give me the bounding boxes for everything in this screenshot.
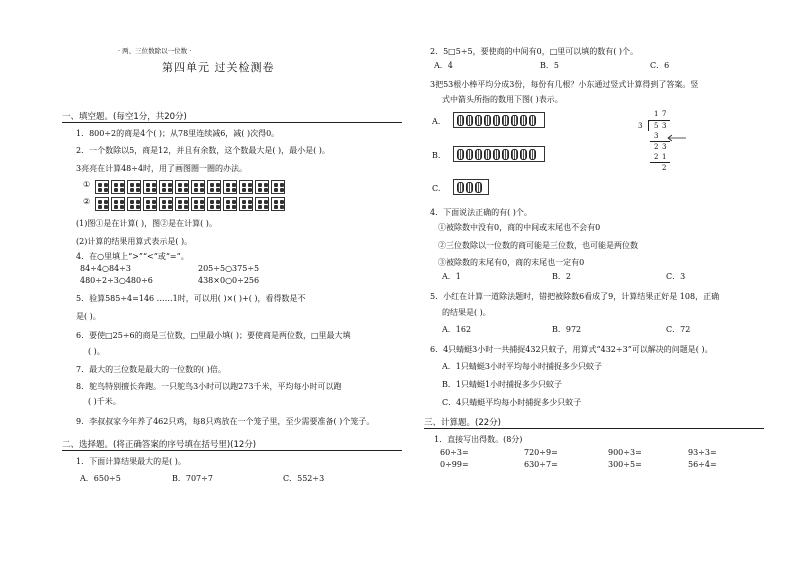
dot-grid-cell	[271, 180, 285, 194]
quotient-digit: 1	[654, 110, 659, 118]
stick-bundle-icon	[466, 149, 473, 160]
s2-q3-line2: 式中箭头所指的数用下图( )表示。	[442, 95, 563, 104]
right-column	[420, 0, 794, 562]
stick-bundle-icon	[493, 149, 500, 160]
s2-q2-option-c: C．6	[650, 61, 670, 70]
q4-item: 84÷4○84÷3	[80, 264, 131, 273]
calc-item: 300÷5=	[608, 460, 642, 469]
stick-bundle-icon	[493, 115, 500, 126]
division-bracket	[648, 120, 649, 131]
fig1-mark: ①	[83, 180, 91, 189]
calc-item: 93÷3=	[688, 448, 717, 457]
section3-rule	[424, 428, 764, 429]
s2-q1-option-c: C．552÷3	[283, 474, 325, 483]
s2-q3-line1: 3把53根小棒平均分成3份，每份有几根？小东通过竖式计算得到了答案。竖	[430, 80, 699, 89]
stick-bundle-icon	[520, 115, 527, 126]
s2-q3-option-c: C.	[432, 184, 441, 193]
s2-q6-option-a: A．1只蜻蜓3小时平均每小时捕捉多少只蚊子	[442, 362, 602, 371]
calc-item: 56÷4=	[688, 460, 717, 469]
s2-q6: 6．4只蜻蜓3小时一共捕捉432只蚊子，用算式“432÷3”可以解决的问题是( )。	[430, 345, 713, 354]
s2-q2-option-b: B．5	[540, 61, 559, 70]
section1-rule	[62, 122, 402, 123]
dot-grid-cell	[207, 197, 221, 211]
calc-item: 60÷3=	[440, 448, 469, 457]
stick-bundle-icon	[484, 149, 491, 160]
s1-q8-line1: 8．鸵鸟特别擅长奔跑。一只鸵鸟3小时可以跑273千米，平均每小时可以跑	[76, 382, 342, 391]
s2-q2-option-a: A．4	[434, 61, 453, 70]
s2-q4-option-a: A．1	[442, 272, 461, 281]
dot-grid-cell	[191, 197, 205, 211]
stick-bundle-icon	[457, 115, 464, 126]
stick-bundle-icon	[520, 149, 527, 160]
stick-bundle-icon	[529, 149, 536, 160]
stick-bundle-icon	[511, 115, 518, 126]
dot-grid-cell	[95, 197, 109, 211]
section3-heading: 三、计算题。(22分)	[424, 418, 501, 428]
stick-bundle-icon	[466, 182, 473, 193]
option-c-sticks-picture	[453, 179, 489, 195]
s2-q2: 2．5□5÷5，要使商的中间有0，□里可以填的数有( )个。	[430, 47, 639, 56]
dot-grid-cell	[143, 197, 157, 211]
partial-product: 3	[654, 132, 659, 140]
partial-product: 2	[654, 153, 659, 161]
stick-bundle-icon	[502, 115, 509, 126]
s1-q5-line2: 是( )。	[76, 312, 101, 321]
s1-q3-part2: (2)计算的结果用算式表示是( )。	[76, 237, 193, 246]
quotient-digit: 7	[662, 110, 667, 118]
divisor: 3	[638, 122, 643, 130]
stick-bundle-icon	[511, 149, 518, 160]
s2-q3-option-a: A.	[432, 117, 441, 126]
s2-q1-option-a: A．650÷5	[80, 474, 121, 483]
arrow-icon	[666, 134, 688, 142]
s1-q3-part1: (1)图①是在计算( )，图②是在计算( )。	[76, 219, 217, 228]
section2-heading: 二、选择题。(将正确答案的序号填在括号里)(12分)	[62, 440, 257, 450]
q4-item: 438×0○0÷256	[198, 276, 260, 285]
s2-q4: 4．下面说法正确的有( )个。	[430, 208, 532, 217]
partial-product: 1	[662, 153, 667, 161]
dot-grid-cell	[255, 180, 269, 194]
remainder: 2	[662, 164, 667, 172]
dot-grid-cell	[159, 197, 173, 211]
s2-q4-statement-3: ③被除数的末尾有0，商的末尾也一定有0	[438, 258, 585, 267]
dot-grid-cell	[111, 180, 125, 194]
dot-grid-cell	[159, 180, 173, 194]
s2-q5-option-a: A．162	[442, 325, 472, 334]
s1-q7: 7．最大的三位数是最大的一位数的( )倍。	[76, 365, 226, 374]
s1-q8-line2: ( )千米。	[88, 397, 121, 406]
stick-bundle-icon	[466, 115, 473, 126]
partial-remainder: 2	[654, 143, 659, 151]
s1-q3: 3亮亮在计算48÷4时，用了画图圈一圈的办法。	[76, 164, 248, 173]
calc-item: 720÷9=	[524, 448, 558, 457]
dot-grid-cell	[223, 180, 237, 194]
stick-bundle-icon	[529, 115, 536, 126]
stick-bundle-icon	[457, 149, 464, 160]
s2-q5-line1: 5．小红在计算一道除法题时，错把被除数6看成了9，计算结果正好是 108，正确	[430, 292, 720, 301]
section2-rule	[62, 450, 402, 451]
dot-grid-cell	[255, 197, 269, 211]
division-bar	[648, 120, 670, 121]
dividend-digit: 3	[662, 122, 667, 130]
dot-grid-cell	[127, 197, 141, 211]
section1-heading: 一、填空题。(每空1分，共20分)	[62, 112, 187, 122]
s2-q5-option-b: B．972	[552, 325, 582, 334]
dot-grid-cell	[175, 180, 189, 194]
page-title: 第四单元 过关检测卷	[162, 61, 275, 74]
s2-q3-option-b: B.	[432, 151, 441, 160]
q4-item: 480÷2÷3○480÷6	[80, 276, 153, 285]
s2-q5-option-c: C．72	[666, 325, 691, 334]
stick-bundle-icon	[457, 182, 464, 193]
dot-grid-cell	[127, 180, 141, 194]
s2-q4-statement-2: ②三位数除以一位数的商可能是三位数，也可能是两位数	[438, 241, 638, 250]
s2-q4-statement-1: ①被除数中没有0，商的中间或末尾也不会有0	[438, 223, 601, 232]
dot-grid-cell	[95, 180, 109, 194]
dot-grid-cell	[271, 197, 285, 211]
dot-grid-cell	[143, 180, 157, 194]
s2-q6-option-b: B．1只蜻蜓1小时捕捉多少只蚊子	[442, 380, 563, 389]
dot-grid-cell	[239, 197, 253, 211]
option-b-sticks-picture	[453, 146, 545, 162]
s1-q4: 4．在○里填上“>”“<”或“=”。	[76, 252, 189, 261]
s2-q1-option-b: B．707÷7	[172, 474, 213, 483]
q4-item: 205÷5○375÷5	[198, 264, 260, 273]
s2-q1: 1．下面计算结果最大的是( )。	[76, 457, 186, 466]
stick-bundle-icon	[475, 182, 482, 193]
stick-bundle-icon	[502, 149, 509, 160]
dot-grid-cell	[111, 197, 125, 211]
stick-bundle-icon	[475, 149, 482, 160]
partial-remainder: 3	[662, 143, 667, 151]
dividend-digit: 5	[654, 122, 659, 130]
option-a-sticks-picture	[453, 112, 545, 128]
fig2-mark: ②	[83, 197, 91, 206]
s2-q4-option-b: B．2	[552, 272, 571, 281]
unit-subtitle: · 两、三位数除以一位数 ·	[118, 47, 192, 55]
calc-item: 630÷7=	[524, 460, 558, 469]
subtraction-line	[650, 162, 670, 163]
calc-item: 900÷3=	[608, 448, 642, 457]
stick-bundle-icon	[475, 115, 482, 126]
s1-q6-line2: ( )。	[88, 347, 105, 356]
s1-q2: 2．一个数除以5，商是12，并且有余数，这个数最大是( )，最小是( )。	[76, 146, 330, 155]
stick-bundle-icon	[484, 115, 491, 126]
dot-grid-cell	[175, 197, 189, 211]
s2-q5-line2: 的结果是( )。	[442, 308, 491, 317]
dot-grid-cell	[223, 197, 237, 211]
s1-q9: 9．李叔叔家今年养了462只鸡，每8只鸡放在一个笼子里，至少需要准备( )个笼子。	[76, 417, 375, 426]
s1-q1: 1．800÷2的商是4个( )；从78里连续减6，减( )次得0。	[76, 129, 280, 138]
dot-grid-cell	[239, 180, 253, 194]
calc-item: 0÷99=	[440, 460, 469, 469]
dot-grid-cell	[207, 180, 221, 194]
s2-q6-option-c: C．4只蜻蜓平均每小时捕捉多少只蚊子	[442, 398, 582, 407]
dot-grid-cell	[191, 180, 205, 194]
s1-q6-line1: 6．要使□25÷6的商是三位数，□里最小填( )；要使商是两位数，□里最大填	[76, 331, 351, 340]
s1-q5-line1: 5．验算585÷4=146 ……1时，可以用( )×( )+( )，看得数是不	[76, 294, 306, 303]
s3-q1: 1．直接写出得数。(8分)	[434, 435, 523, 444]
s2-q4-option-c: C．3	[666, 272, 686, 281]
